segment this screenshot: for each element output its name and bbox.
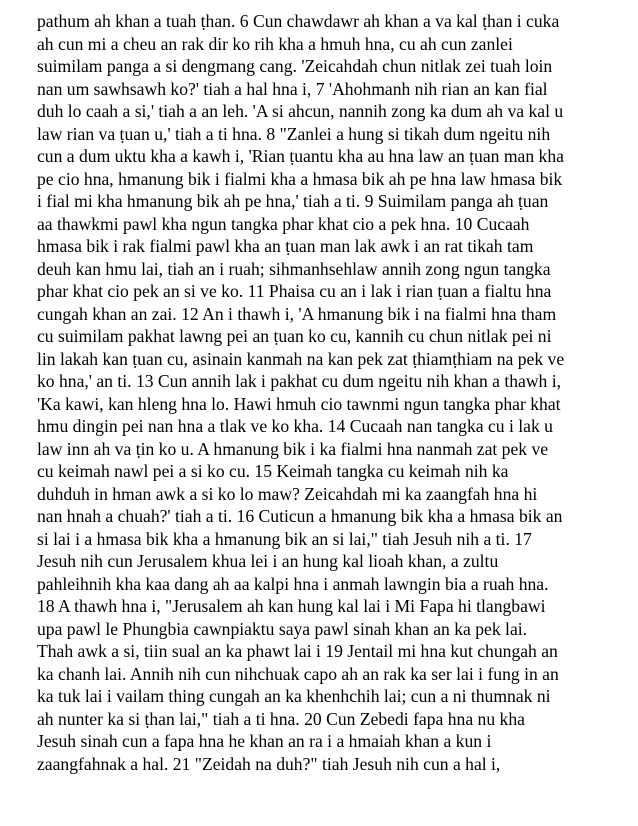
text-line: 'Ka kawi, kan hleng hna lo. Hawi hmuh cio tawnmi ngun tangka phar khat bbox=[37, 393, 561, 414]
text-line: aa thawkmi pawl kha ngun tangka phar khat cio a pek hna. 10 Cucaah bbox=[37, 213, 530, 234]
text-line: i fial mi kha hmanung bik ah pe hna,' tiah a ti. 9 Suimilam panga ah ṭuan bbox=[37, 191, 549, 211]
text-line: zaangfahnak a hal. 21 "Zeidah na duh?" tiah Jesuh nih cun a hal i, bbox=[37, 753, 501, 774]
text-line: hmasa bik i rak fialmi pawl kha an ṭuan man lak awk i an rat tikah tam bbox=[37, 236, 534, 256]
text-line: ka tuk lai i vailam thing cungah an ka khenhchih lai; cun a ni thumnak ni bbox=[37, 686, 551, 706]
text-line: suimilam panga a si dengmang cang. 'Zeicahdah chun nitlak zei tuah loin bbox=[37, 56, 553, 76]
body-text bbox=[37, 10, 637, 775]
text-line: cu keimah nawl pei a si ko cu. 15 Keimah tangka cu keimah nih ka bbox=[37, 461, 509, 481]
text-line: duh lo caah a si,' tiah a an leh. 'A si ahcun, nannih zong ka dum ah va kal u bbox=[37, 101, 564, 121]
text-line: pe cio hna, hmanung bik i fialmi kha a hmasa bik ah pe hna law hmasa bik bbox=[37, 168, 563, 189]
text-line: ka chanh lai. Annih nih cun nihchuak capo ah an rak ka ser lai i fung in an bbox=[37, 663, 559, 684]
text-line: lin lakah kan ṭuan cu, asinain kanmah na kan pek zat ṭhiamṭhiam na pek ve bbox=[37, 348, 565, 369]
text-line: si lai i a hmasa bik kha a hmanung bik an si lai," tiah Jesuh nih a ti. 17 bbox=[37, 528, 532, 549]
text-line: cun a dum uktu kha a kawh i, 'Rian ṭuantu kha au hna law an ṭuan man kha bbox=[37, 146, 564, 166]
text-line: pahleihnih kha kaa dang ah aa kalpi hna i anmah lawngin bia a ruah hna. bbox=[37, 573, 549, 594]
text-line: deuh kan hmu lai, tiah an i ruah; sihmanhsehlaw annih zong ngun tangka bbox=[37, 258, 551, 279]
text-line: ah nunter ka si ṭhan lai," tiah a ti hna. 20 Cun Zebedi fapa hna nu kha bbox=[37, 708, 525, 729]
text-line: Jesuh nih cun Jerusalem khua lei i an hung kal lioah khan, a zultu bbox=[37, 551, 499, 571]
text-line: cungah khan an zai. 12 An i thawh i, 'A hmanung bik i na fialmi hna tham bbox=[37, 303, 557, 324]
text-line: ko hna,' an ti. 13 Cun annih lak i pakhat cu dum ngeitu nih khan a thawh i, bbox=[37, 371, 562, 391]
text-line: upa pawl le Phungbia cawnpiaktu saya pawl sinah khan an ka pek lai. bbox=[37, 618, 528, 639]
text-line: law rian va ṭuan u,' tiah a ti hna. 8 "Zanlei a hung si tikah dum ngeitu nih bbox=[37, 123, 551, 144]
text-line: ah cun mi a cheu an rak dir ko rih kha a hmuh hna, cu ah cun zanlei bbox=[37, 33, 513, 54]
text-line: law inn ah va ṭin ko u. A hmanung bik i ka fialmi hna nanmah zat pek ve bbox=[37, 438, 549, 459]
text-line: duhduh in hman awk a si ko lo maw? Zeicahdah mi ka zaangfah hna hi bbox=[37, 483, 538, 504]
text-line: cu suimilam pakhat lawng pei an ṭuan ko cu, kannih cu chun nitlak pei ni bbox=[37, 326, 552, 346]
text-line: nan um sawhsawh ko?' tiah a hal hna i, 7 'Ahohmanh nih rian an kan fial bbox=[37, 78, 548, 99]
text-line: phar khat cio pek an si ve ko. 11 Phaisa cu an i lak i rian ṭuan a fialtu hna bbox=[37, 281, 552, 301]
text-line: Thah awk a si, tiin sual an ka phawt lai i 19 Jentail mi hna kut chungah an bbox=[37, 641, 558, 661]
text-line: nan hnah a chuah?' tiah a ti. 16 Cuticun a hmanung bik kha a hmasa bik an bbox=[37, 506, 563, 526]
text-line: pathum ah khan a tuah ṭhan. 6 Cun chawdawr ah khan a va kal ṭhan i cuka bbox=[37, 11, 560, 31]
text-line: Jesuh sinah cun a fapa hna he khan an ra i a hmaiah khan a kun i bbox=[37, 731, 492, 751]
text-line: 18 A thawh hna i, "Jerusalem ah kan hung kal lai i Mi Fapa hi tlangbawi bbox=[37, 596, 546, 616]
text-line: hmu dingin pei nan hna a tlak ve ko kha. 14 Cucaah nan tangka cu i lak u bbox=[37, 416, 553, 436]
